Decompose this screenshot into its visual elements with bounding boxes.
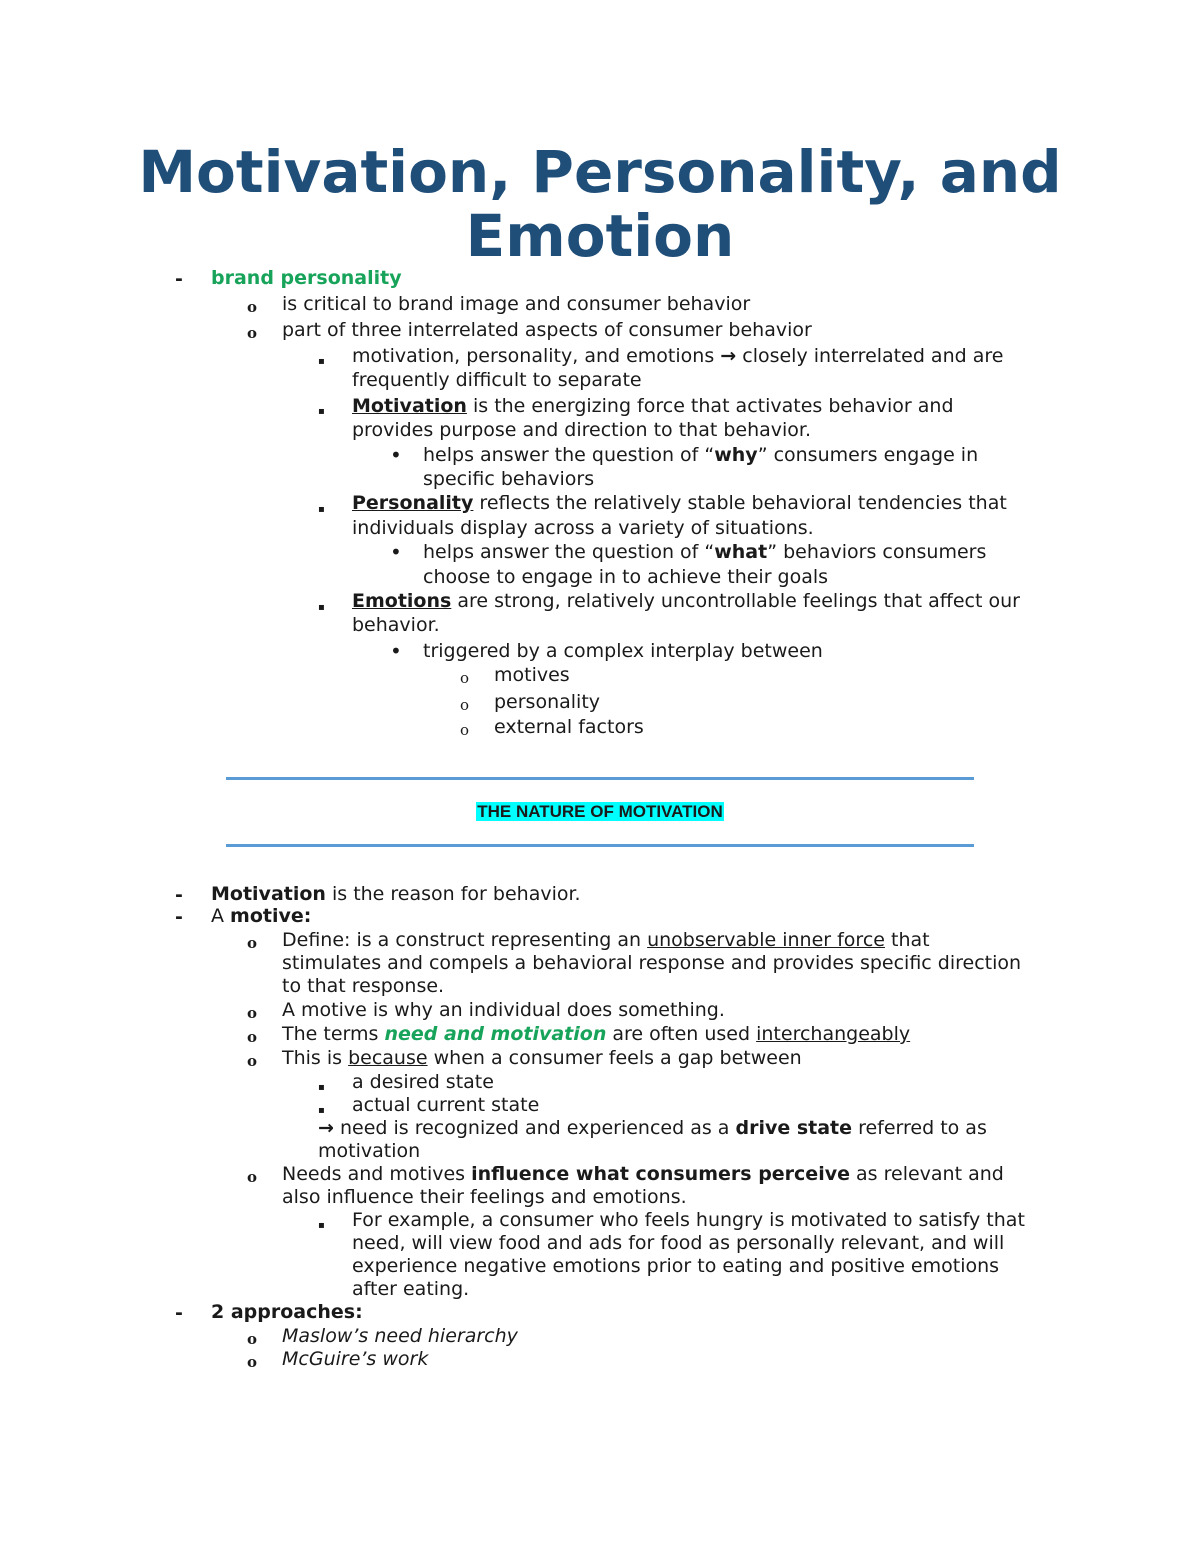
square-bullet: ▪ [318, 504, 325, 515]
round-bullet: • [390, 443, 402, 467]
brand-personality-heading: brand personality [211, 267, 402, 289]
list-item: Maslow’s need hierarchy [282, 1325, 518, 1347]
page-title [0, 140, 1200, 268]
list-item: McGuire’s work [282, 1348, 429, 1370]
list-item: helps answer the question of “why” consumers engage in [423, 444, 979, 466]
list-item: motives [494, 664, 570, 686]
emotions-term: Emotions [352, 590, 452, 612]
square-bullet: ▪ [318, 356, 325, 367]
list-item: is critical to brand image and consumer behavior [282, 293, 751, 315]
list-item-continuation: stimulates and compels a behavioral response and provides specific direction [282, 952, 1022, 974]
list-item: Emotions are strong, relatively uncontrollable feelings that affect our [352, 590, 1020, 612]
motivation-term: Motivation [352, 395, 467, 417]
list-item-continuation: need, will view food and ads for food as personally relevant, and will [352, 1232, 1005, 1254]
circle-bullet: o [247, 1330, 258, 1348]
list-item: actual current state [352, 1094, 540, 1116]
title-line-2: Emotion [465, 202, 735, 270]
list-item-continuation: specific behaviors [423, 468, 595, 490]
list-item: A motive is why an individual does something. [282, 999, 725, 1021]
list-item: triggered by a complex interplay between [423, 640, 823, 662]
dash-bullet: - [175, 1302, 183, 1324]
list-item: Define: is a construct representing an unobservable inner force that [282, 929, 930, 951]
list-item: The terms need and motivation are often used interchangeably [282, 1023, 911, 1045]
list-item: a desired state [352, 1071, 494, 1093]
list-item: personality [494, 691, 601, 713]
list-item: → need is recognized and experienced as a drive state referred to as [318, 1117, 987, 1139]
list-item: Motivation is the energizing force that activates behavior and [352, 395, 954, 417]
square-bullet: ▪ [318, 406, 325, 417]
square-bullet: ▪ [318, 1082, 325, 1093]
list-item: motivation, personality, and emotions → closely interrelated and are [352, 345, 1004, 367]
circle-bullet: o [247, 324, 258, 342]
section-heading: THE NATURE OF MOTIVATION [477, 802, 723, 821]
circle-bullet: o [247, 934, 258, 952]
list-item: external factors [494, 716, 644, 738]
list-item: part of three interrelated aspects of consumer behavior [282, 319, 812, 341]
square-bullet: ▪ [318, 1220, 325, 1231]
personality-term: Personality [352, 492, 474, 514]
circle-bullet: o [247, 1353, 258, 1371]
circle-bullet: o [247, 298, 258, 316]
square-bullet: ▪ [318, 1105, 325, 1116]
square-bullet: ▪ [318, 602, 325, 613]
list-item: Personality reflects the relatively stable behavioral tendencies that [352, 492, 1007, 514]
list-item-continuation: provides purpose and direction to that behavior. [352, 419, 812, 441]
list-item-continuation: motivation [318, 1140, 421, 1162]
circle-bullet: o [460, 721, 470, 739]
list-item: 2 approaches: [211, 1301, 363, 1323]
list-item: This is because when a consumer feels a gap between [282, 1047, 802, 1069]
dash-bullet: - [175, 906, 183, 928]
list-item-continuation: frequently difficult to separate [352, 369, 642, 391]
circle-bullet: o [247, 1168, 258, 1186]
divider-bottom [226, 844, 974, 847]
list-item: A motive: [211, 905, 312, 927]
list-item-continuation: choose to engage in to achieve their goals [423, 566, 829, 588]
circle-bullet: o [247, 1052, 258, 1070]
circle-bullet: o [460, 669, 470, 687]
title-line-1: Motivation, Personality, and [138, 138, 1062, 206]
list-item-continuation: experience negative emotions prior to eating and positive emotions [352, 1255, 1000, 1277]
list-item-continuation: behavior. [352, 614, 440, 636]
divider-top [226, 777, 974, 780]
circle-bullet: o [247, 1028, 258, 1046]
circle-bullet: o [247, 1004, 258, 1022]
arrow-icon: → [720, 345, 737, 367]
circle-bullet: o [460, 696, 470, 714]
arrow-icon: → [318, 1117, 334, 1139]
list-item: Needs and motives influence what consumers perceive as relevant and [282, 1163, 1004, 1185]
list-item: For example, a consumer who feels hungry is motivated to satisfy that [352, 1209, 1025, 1231]
list-item-continuation: also influence their feelings and emotions. [282, 1186, 687, 1208]
list-item-continuation: to that response. [282, 975, 445, 997]
list-item: Motivation is the reason for behavior. [211, 883, 581, 905]
round-bullet: • [390, 540, 402, 564]
list-item-continuation: individuals display across a variety of situations. [352, 517, 814, 539]
dash-bullet: - [175, 268, 183, 290]
dash-bullet: - [175, 884, 183, 906]
list-item-continuation: after eating. [352, 1278, 470, 1300]
list-item: helps answer the question of “what” behaviors consumers [423, 541, 987, 563]
round-bullet: • [390, 639, 402, 663]
